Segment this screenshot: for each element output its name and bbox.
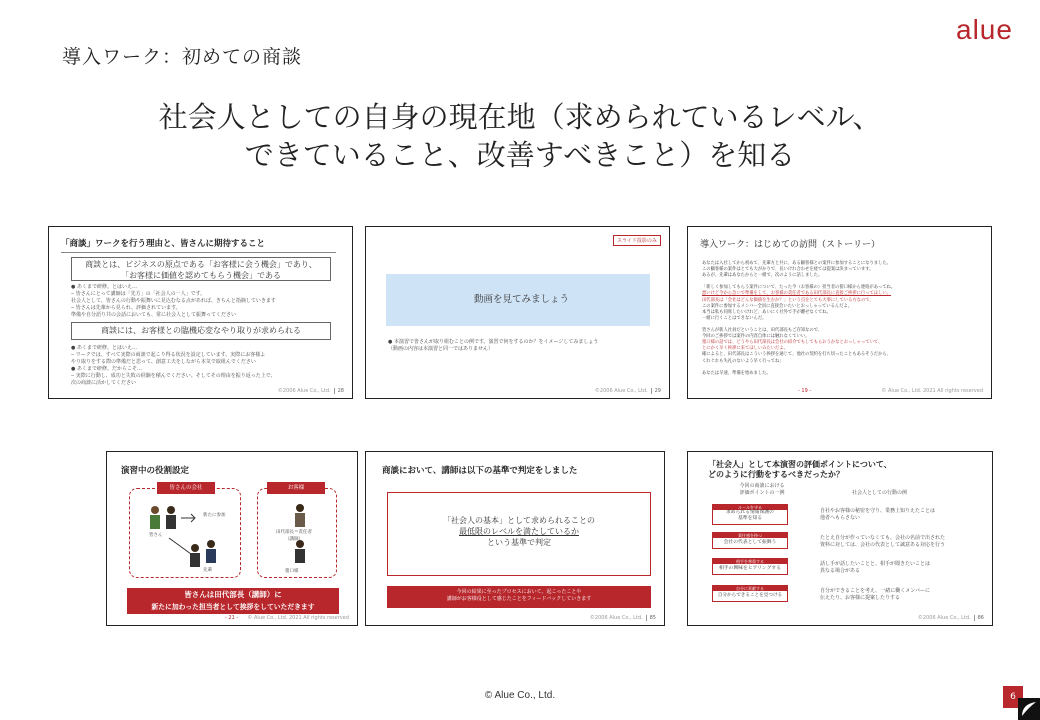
thumb-4-banner-line-2: 新たに加わった担当者として挨拶をしていただきます (151, 603, 315, 611)
thumb-1-title-text: 「商談」ワークを行う理由と、皆さんに期待すること (61, 239, 266, 249)
thumb-1-title (61, 237, 265, 249)
thumb-4-client-role-line: 田代部長＝責任者 (276, 530, 312, 535)
thumb-1-body-1 (71, 284, 276, 319)
thumb-1-body-2-line: 次の商談に活かしてください (71, 380, 137, 386)
thumb-1-box-1-line-1: 商談とは、ビジネスの原点である「お客様に会う機会」であり、 (85, 260, 317, 269)
thumb-3-story-line: とにかく早く挨拶に来てほしいみたいだよ。 (702, 346, 788, 352)
main-title-line-1: 社会人としての自身の現在地（求められているレベル、 (158, 100, 882, 134)
thumb-5-title: 商談において、講師は以下の基準で判定をしました (382, 466, 578, 476)
slide-thumbnail-2 (365, 226, 670, 399)
thumb-6-row-4-box (712, 585, 788, 602)
thumb-6-row-1-box (712, 504, 788, 525)
thumb-5-banner-line-1: 今回の結果に至ったプロセスにおいて、起こったことや (456, 589, 582, 595)
thumb-3-story-line: 「新しく参加してもらう案件について、たった今（お客様の）担当者の猪口様から連絡があってね。 (702, 285, 896, 291)
thumb-3-footer-copy: © Alue Co., Ltd. 2021 All rights reserved (881, 388, 983, 394)
thumb-6-row-4-desc (820, 588, 930, 602)
thumb-3-story-line: 皆さんが新人社員だということは、田代部長もご存知なので、 (702, 328, 823, 334)
thumb-3-story-line: この顧客様の案件はとても大がかりで、長いけれ合わせを経ては提案は決まっています。 (702, 267, 874, 273)
thumb-4-new-person: 新たに参加 (203, 513, 226, 518)
thumb-6-row-4-desc-line: 自分ができることを考え、一緒に働くメンバーに (820, 588, 930, 594)
thumb-6-row-1-desc-line: 他者へもらさない (820, 515, 861, 521)
thumb-1-body-1-line: ● あくまで研修。とはいえ… (71, 284, 137, 290)
thumb-6-row-4-desc-line: 伝えたり、お客様に提案したりする (820, 595, 901, 601)
thumb-6-footer-text: ©2006 Alue Co., Ltd. (917, 615, 971, 621)
thumb-6-row-3-desc-line: 異なる場合がある (820, 568, 861, 574)
thumb-3-title-text: 導入ワーク：はじめての訪問（ストーリー） (700, 240, 881, 250)
thumb-4-client-role-line: （講師） (285, 537, 303, 542)
thumb-5-criteria-line-2: 最低限のレベルを満たしているか (459, 527, 579, 536)
slide-thumbnail-4 (106, 451, 358, 626)
thumb-1-body-2-line: ‒ ワークでは、すべて実際の商談で起こり得る状況を設定しています。実際にお客様よ (71, 352, 266, 358)
thumb-1-box-1-line-2: 「お客様に価値を認めてもらう機会」である (121, 271, 281, 280)
thumb-1-body-2-line: ● あくまで研修。だからこそ… (71, 366, 142, 372)
thumb-4-banner-line-1: 皆さんは田代部長（講師）に (184, 590, 282, 599)
thumb-5-footer (590, 615, 656, 621)
thumb-6-row-1-tag: ルールを守る (713, 505, 787, 510)
thumb-3-story-line: 確によると、田代部長はこういう挨拶を通じて、他社の契約を打ち切ったこともあるそうだから、 (702, 352, 891, 358)
thumb-2-tag: スライド投影のみ (613, 235, 661, 246)
thumb-6-row-4-tag: 自分に貢献する (713, 586, 787, 591)
thumb-3-title (700, 237, 880, 250)
thumb-1-body-1-line: 準備や自分語り共の会話においても、常に社会人として振舞ってください (71, 312, 237, 318)
thumb-2-video-box: 動画を見てみましょう (386, 274, 650, 326)
thumb-4-footer-copy: © Alue Co., Ltd. 2021 All rights reserved (247, 615, 349, 621)
thumb-6-col-1-header-line: 今回の商談における (739, 483, 785, 489)
thumb-3-story-line: 今回のご挨拶では案件の内容自体には触れなくていい。 (702, 334, 810, 340)
thumb-6-title-line-1: 「社会人」として本演習の評価ポイントについて、 (708, 460, 892, 469)
thumb-3-story-line: 田代部長は「会社はどんな価値を生むか？」という点をとても大事にしている方なので、 (702, 297, 874, 303)
thumb-6-row-3-label: 相手の興味をヒアリングする (718, 566, 782, 571)
thumb-3-story-line: くれぐれも失礼のないよう早く行ってね」 (702, 358, 784, 364)
thumb-6-row-3-desc (820, 561, 930, 575)
thumb-4-client-label: お客様 (267, 482, 325, 494)
thumb-1-body-1-line: ‒ 皆さんにとって講師は「先方」の「社会人の一人」です。 (71, 291, 206, 297)
thumb-3-story-line: あなたは早速、準備を始めました。 (702, 370, 771, 376)
thumb-6-col-1-header (732, 483, 792, 497)
thumb-6-footer (918, 615, 984, 621)
thumb-1-body-2 (71, 345, 276, 387)
thumb-2-page-number: 29 (651, 388, 661, 394)
thumb-1-body-2-line: ● あくまで研修。とはいえ… (71, 345, 137, 351)
footer-copyright: © Alue Co., Ltd. (484, 690, 556, 701)
thumb-2-body-line: （動画の内容は本演習と同一ではありません） (388, 346, 494, 352)
main-title (0, 98, 1040, 174)
thumb-5-footer-text: ©2006 Alue Co., Ltd. (589, 615, 643, 621)
thumb-4-senpai-label: 先輩 (203, 568, 212, 573)
thumb-6-page-number: 86 (974, 615, 984, 621)
thumb-6-row-2-desc-line: 資料に対しては、会社の代表として誠意ある対応を行う (820, 542, 946, 548)
thumb-1-footer-text: ©2006 Alue Co., Ltd. (277, 388, 331, 394)
thumb-6-row-2-label: 会社の代表として振舞う (723, 540, 777, 545)
slide-thumbnail-3 (687, 226, 992, 399)
thumb-3-story-line: この案件に参加するメンバー全員に直接会いたいとおっしゃっているんだよ。 (702, 303, 853, 309)
thumb-3-story-line: 猪口様の話では、どうやら田代部長は会社の紹介でもしてもらおうかなとおっしゃっていて、 (702, 340, 883, 346)
thumb-6-row-1-label-line: 基準を知る (738, 516, 762, 521)
thumb-5-banner-line-2: 講師がお客様役として感じたことをフィードバックしていきます (446, 596, 592, 602)
thumb-1-footer (278, 388, 344, 394)
thumb-2-body (388, 339, 598, 353)
thumb-6-row-3-tag: 相手を尊重する (713, 559, 787, 564)
thumb-2-footer-text: ©2006 Alue Co., Ltd. (594, 388, 648, 394)
company-logo: alue (956, 14, 1013, 45)
thumb-6-row-2-desc (820, 535, 945, 549)
thumb-6-title-line-2: どのように行動をするべきだったか？ (708, 470, 844, 479)
thumb-1-page-number: 28 (334, 388, 344, 394)
slide-thumbnail-6 (687, 451, 993, 626)
thumb-5-criteria-line-1: 「社会人の基本」として求められることの (443, 516, 595, 525)
thumb-1-body-1-line: 社会人として、皆さんの行動や振舞いに見込むなる点があれば、きちんと指摘していきます (71, 298, 276, 304)
thumb-6-row-3-desc-line: 話し手が話したいことと、相手が聞きたいことは (820, 561, 931, 567)
thumb-1-body-2-line: やり取りをする際の準備だと思って、創意工夫をしながら本気で取組んでください (71, 359, 256, 365)
thumb-6-row-2-desc-line: たとえ自分が作っていなくても、会社の名前で出された (820, 535, 946, 541)
thumb-6-row-2-tag: 責任感を持つ (713, 533, 787, 538)
thumb-4-title: 演習中の役割設定 (121, 466, 190, 476)
thumb-6-row-1-label-line: 求められる情報保護の (726, 510, 774, 515)
thumb-6-row-3-box (712, 558, 788, 575)
corner-logo-icon (1018, 698, 1040, 720)
thumb-1-body-2-line: ‒ 実際に行動し、成功と失敗の経験を積んでください。そしてその理由を振り返った上で、 (71, 373, 276, 379)
thumb-6-col-1-header-line: 評価ポイントの一例 (739, 490, 785, 496)
slide-thumbnail-5 (365, 451, 665, 626)
section-title: 導入ワーク：初めての商談 (62, 46, 303, 68)
thumb-4-you-label: 皆さん (149, 533, 163, 538)
thumb-6-row-1-desc-line: 自社やお客様の秘密を守り、業務上知りえたことは (820, 508, 936, 514)
thumb-4-footer-page: - 21 - (225, 615, 239, 621)
thumb-3-footer-page: - 19 - (798, 388, 812, 394)
thumb-6-row-4-label: 自分からできることを見つける (717, 593, 783, 598)
thumb-1-body-1-line: ‒ 皆さんは先輩から見られ、評価されています。 (71, 305, 181, 311)
thumb-6-title (708, 460, 892, 480)
thumb-1-box-2: 商談には、お客様との臨機応変なやり取りが求められる (71, 322, 331, 340)
thumb-4-banner (127, 588, 339, 614)
thumb-1-box-1 (71, 257, 331, 281)
main-title-line-2: できていること、改善すべきこと）を知る (244, 138, 796, 172)
thumb-6-col-2-header: 社会人としての行動の例 (852, 490, 908, 496)
thumb-3-story-line: 本当は私も同席したいけれど、あいにく社外で手が離せなくてね。 (702, 309, 831, 315)
thumb-3-story-line: あるが、先輩はあなたからと一緒で、次のように話しました。 (702, 273, 823, 279)
thumb-3-story-line: あなたは入社してから初めて、先輩方と共に、ある顧客様との案件に参加することになりました。 (702, 261, 891, 266)
page-number: 6 (1003, 686, 1023, 708)
thumb-5-criteria-line-3: という基準で判定 (487, 538, 551, 547)
thumb-6-row-1-desc (820, 508, 935, 522)
thumb-6-row-1-label (713, 510, 787, 522)
thumb-3-story-line: 悪いけど今から急いで準備をして、お客様の責任者である田代部長に直接ご挨拶に行ってほしい。 (702, 291, 891, 297)
thumb-2-body-line: ● 本演習で皆さんが取り組むことの例です。演習で何をするのか？をイメージしてみましょう (388, 339, 599, 345)
thumb-4-company-label: 皆さんの会社 (157, 482, 215, 494)
thumb-5-page-number: 85 (646, 615, 656, 621)
thumb-3-story-line: 一緒に行くことはできないんだ。 (702, 315, 767, 321)
thumb-4-client-role (269, 529, 319, 543)
thumb-5-criteria-box (387, 492, 651, 576)
thumb-6-row-2-box (712, 532, 788, 549)
thumb-4-client-contact: 猪口様 (285, 569, 299, 574)
slide-thumbnail-1 (48, 226, 353, 399)
thumb-5-banner (387, 586, 651, 608)
thumb-3-story (702, 261, 895, 377)
thumb-2-footer (595, 388, 661, 394)
